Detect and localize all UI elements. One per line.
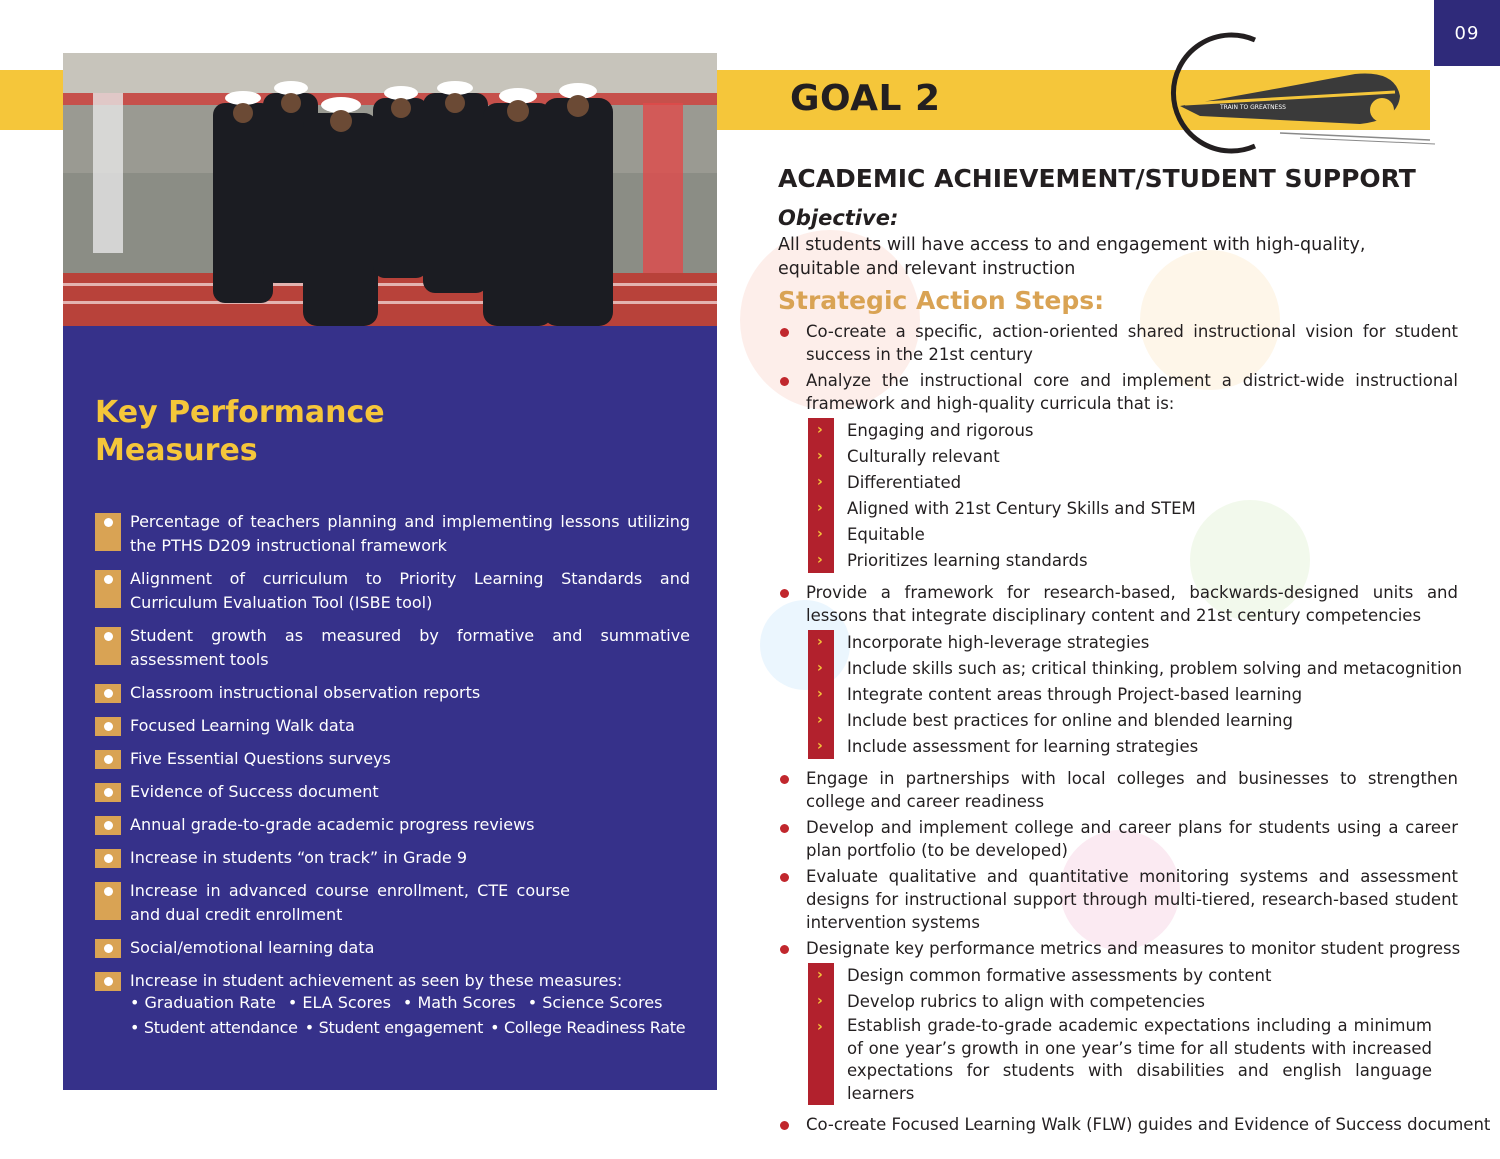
chevron-right-icon: › <box>817 686 823 702</box>
bullet-icon <box>95 627 121 665</box>
bullet-icon <box>780 589 789 598</box>
chevron-right-icon: › <box>817 1019 823 1035</box>
measures-row: • Student attendance • Student engagement • College Readiness Rate <box>130 1018 686 1037</box>
chevron-right-icon: › <box>817 448 823 464</box>
bullet-icon <box>95 972 121 991</box>
photo-placeholder <box>63 53 717 326</box>
sub-list-item: › Establish grade-to-grade academic expectations including a minimum of one year’s growth in one year’s time for all students with increased expectations for students with disabilities and english language learners <box>817 1016 1432 1103</box>
bullet-icon <box>95 882 121 920</box>
chevron-right-icon: › <box>817 422 823 438</box>
list-item: Increase in student achievement as seen by these measures: <box>95 969 695 993</box>
bullet-icon <box>780 775 789 784</box>
list-item: Co-create Focused Learning Walk (FLW) guides and Evidence of Success document <box>778 1113 1478 1136</box>
chevron-right-icon: › <box>817 660 823 676</box>
measures-block <box>95 990 692 1040</box>
list-item: Analyze the instructional core and implement a district-wide instructional framework and high-quality curricula that is: <box>778 369 1478 415</box>
list-item: Evaluate qualitative and quantitative monitoring systems and assessment designs for instructional support through multi-tiered, research-based student intervention systems <box>778 865 1478 934</box>
sub-list-item: › Aligned with 21st Century Skills and STEM <box>808 496 1478 521</box>
chevron-right-icon: › <box>817 967 823 983</box>
sub-list-item: › Include assessment for learning strategies <box>808 734 1478 759</box>
sub-list <box>808 630 1478 759</box>
goal-title: GOAL 2 <box>790 78 941 119</box>
bullet-icon <box>780 824 789 833</box>
list-item: Provide a framework for research-based, backwards-designed units and lessons that integrate disciplinary content and 21st century competencies <box>778 581 1478 627</box>
bullet-icon <box>780 945 789 954</box>
list-item: Focused Learning Walk data <box>95 714 695 738</box>
sub-list-item: › Incorporate high-leverage strategies <box>808 630 1478 655</box>
cadets-photo <box>63 53 717 326</box>
bullet-icon <box>95 684 121 703</box>
bullet-icon <box>95 849 121 868</box>
sub-list-item: › Culturally relevant <box>808 444 1478 469</box>
list-item: Social/emotional learning data <box>95 936 695 960</box>
chevron-right-icon: › <box>817 993 823 1009</box>
list-item: Five Essential Questions surveys <box>95 747 695 771</box>
bullet-icon <box>780 1121 789 1130</box>
list-item: Co-create a specific, action-oriented shared instructional vision for student success in the 21st century <box>778 320 1478 366</box>
sub-list-item: › Differentiated <box>808 470 1478 495</box>
chevron-right-icon: › <box>817 474 823 490</box>
action-steps-list <box>778 320 1491 1139</box>
bullet-icon <box>95 570 121 608</box>
list-item: Annual grade-to-grade academic progress reviews <box>95 813 695 837</box>
sub-list-item: › Equitable <box>808 522 1478 547</box>
section-heading: ACADEMIC ACHIEVEMENT/STUDENT SUPPORT <box>778 164 1416 193</box>
bullet-icon <box>780 873 789 882</box>
list-item: Classroom instructional observation reports <box>95 681 695 705</box>
sub-list-item: › Engaging and rigorous <box>808 418 1478 443</box>
sub-list <box>808 963 1478 1105</box>
chevron-right-icon: › <box>817 634 823 650</box>
kpm-title: Key Performance Measures <box>95 395 385 468</box>
logo-tagline: TRAIN TO GREATNESS <box>1220 104 1286 111</box>
sub-list <box>808 418 1478 573</box>
list-item: Develop and implement college and career plans for students using a career plan portfolio (to be developed) <box>778 816 1478 862</box>
bullet-icon <box>780 377 789 386</box>
chevron-right-icon: › <box>817 526 823 542</box>
objective-text: All students will have access to and engagement with high-quality, equitable and relevant instruction <box>778 235 1366 279</box>
list-item: Evidence of Success document <box>95 780 695 804</box>
list-item: Student growth as measured by formative and summative assessment tools <box>95 624 695 672</box>
bullet-icon <box>95 816 121 835</box>
bullet-icon <box>780 328 789 337</box>
sub-list-item: › Prioritizes learning standards <box>808 548 1478 573</box>
kpm-list <box>95 510 695 1002</box>
chevron-right-icon: › <box>817 712 823 728</box>
sub-list-item: › Include skills such as; critical thinking, problem solving and metacognition <box>808 656 1478 681</box>
list-item: Designate key performance metrics and measures to monitor student progress <box>778 937 1478 960</box>
objective-label: Objective: <box>778 206 899 230</box>
list-item: Percentage of teachers planning and implementing lessons utilizing the PTHS D209 instructional framework <box>95 510 695 558</box>
list-item: Alignment of curriculum to Priority Learning Standards and Curriculum Evaluation Tool (ISBE tool) <box>95 567 695 615</box>
sub-list-item: › Develop rubrics to align with competencies <box>808 989 1478 1014</box>
chevron-right-icon: › <box>817 552 823 568</box>
page-number: 09 <box>1434 0 1500 66</box>
steps-heading: Strategic Action Steps: <box>778 286 1105 315</box>
train-logo <box>1160 28 1440 158</box>
list-item: Increase in students “on track” in Grade 9 <box>95 846 695 870</box>
bullet-icon <box>95 939 121 958</box>
chevron-right-icon: › <box>817 738 823 754</box>
sub-list-item: › Integrate content areas through Project-based learning <box>808 682 1478 707</box>
bullet-icon <box>95 783 121 802</box>
kpm-panel <box>63 326 717 1090</box>
sub-list-item: › Design common formative assessments by content <box>808 963 1478 988</box>
bullet-icon <box>95 513 121 551</box>
sub-list-item: › Include best practices for online and blended learning <box>808 708 1478 733</box>
list-item: Engage in partnerships with local colleges and businesses to strengthen college and career readiness <box>778 767 1478 813</box>
bullet-icon <box>95 717 121 736</box>
list-item: Increase in advanced course enrollment, CTE course and dual credit enrollment <box>95 879 695 927</box>
chevron-right-icon: › <box>817 500 823 516</box>
bullet-icon <box>95 750 121 769</box>
measures-row: • Graduation Rate • ELA Scores • Math Scores • Science Scores <box>130 993 663 1012</box>
